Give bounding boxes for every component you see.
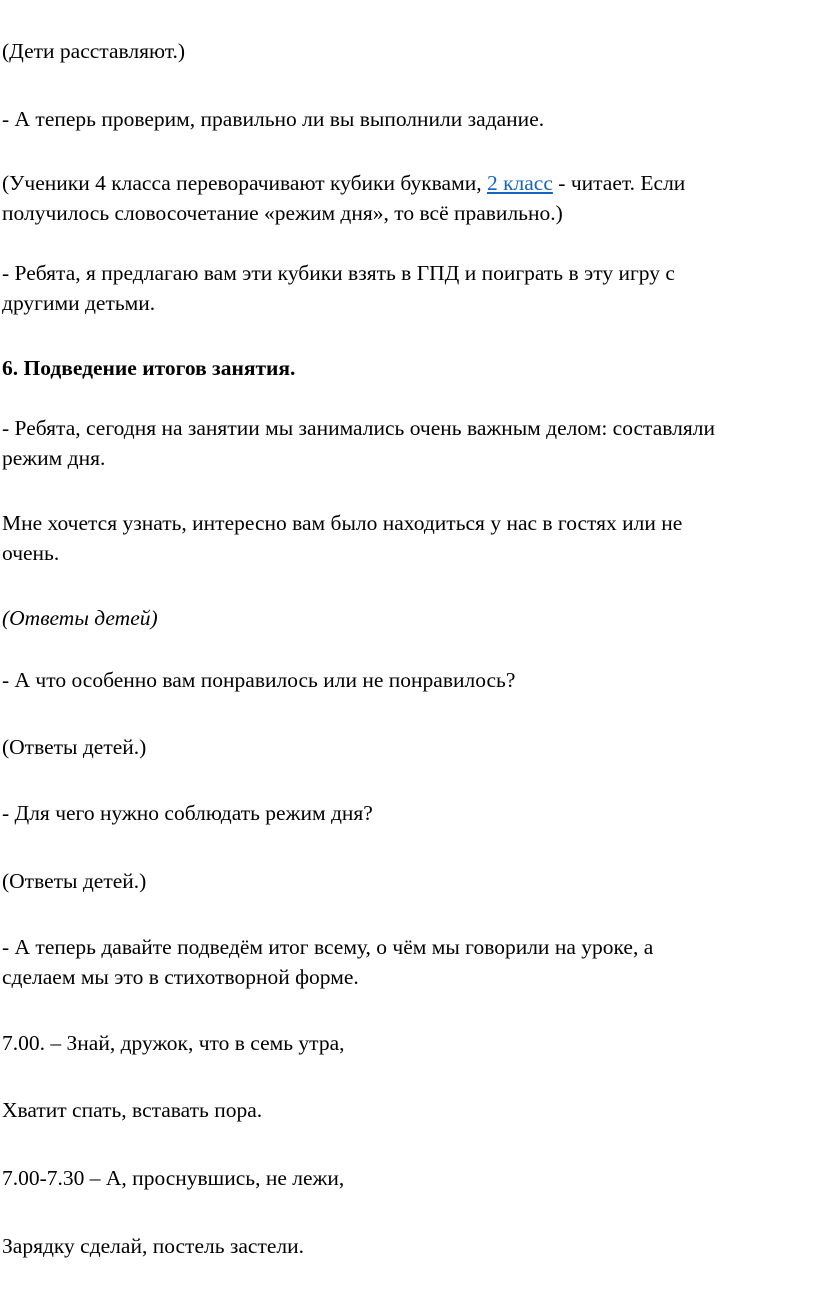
paragraph-children-answers-italic [2, 603, 814, 633]
paragraph-text: (Дети расставляют.) [2, 39, 186, 63]
paragraph-check-task [2, 104, 814, 134]
paragraph-line: - Ребята, я предлагаю вам эти кубики взять в ГПД и поиграть в эту игру с [2, 261, 675, 285]
paragraph-interest-question [2, 508, 814, 568]
paragraph-text: Зарядку сделай, постель застели. [2, 1234, 305, 1258]
paragraph-text: 7.00. – Знай, дружок, что в семь утра, [2, 1031, 345, 1055]
paragraph-text: - А что особенно вам понравилось или не понравилось? [2, 668, 516, 692]
paragraph-text: 7.00-7.30 – А, проснувшись, не лежи, [2, 1166, 345, 1190]
paragraph-line: - А теперь давайте подведём итог всему, о чём мы говорили на уроке, а [2, 935, 654, 959]
paragraph-line: Мне хочется узнать, интересно вам было находиться у нас в гостях или не [2, 511, 683, 535]
paragraph-text: - читает. Если [552, 171, 686, 195]
paragraph-text: Хватит спать, вставать пора. [2, 1098, 263, 1122]
paragraph-line [2, 168, 814, 198]
paragraph-children-arrange [2, 36, 814, 66]
paragraph-line: получилось словосочетание «режим дня», то всё правильно.) [2, 201, 563, 225]
paragraph-why-routine [2, 798, 814, 828]
paragraph-line: - Ребята, сегодня на занятии мы занимались очень важным делом: составляли [2, 416, 715, 440]
paragraph-children-answers [2, 732, 814, 762]
class-2-link[interactable]: 2 класс [486, 171, 553, 195]
paragraph-important-work [2, 413, 814, 473]
paragraph-line: режим дня. [2, 446, 106, 470]
paragraph-summary-poem [2, 932, 814, 992]
poem-line [2, 1163, 814, 1193]
heading-text: 6. Подведение итогов занятия. [2, 356, 296, 380]
section-heading [2, 353, 814, 383]
poem-line [2, 1028, 814, 1058]
paragraph-offer-cubes [2, 258, 814, 318]
paragraph-text: (Ответы детей.) [2, 869, 147, 893]
paragraph-text: (Ответы детей.) [2, 735, 147, 759]
paragraph-line: сделаем мы это в стихотворной форме. [2, 965, 359, 989]
paragraph-students-flip-cubes [2, 168, 814, 228]
poem-line [2, 1231, 814, 1261]
paragraph-text: - Для чего нужно соблюдать режим дня? [2, 801, 373, 825]
poem-line [2, 1095, 814, 1125]
paragraph-text: - А теперь проверим, правильно ли вы выполнили задание. [2, 107, 545, 131]
paragraph-line: другими детьми. [2, 291, 156, 315]
paragraph-text: (Ученики 4 класса переворачивают кубики буквами, [2, 171, 487, 195]
paragraph-line: очень. [2, 541, 60, 565]
paragraph-liked-question [2, 665, 814, 695]
paragraph-text: (Ответы детей) [2, 606, 158, 630]
paragraph-children-answers [2, 866, 814, 896]
